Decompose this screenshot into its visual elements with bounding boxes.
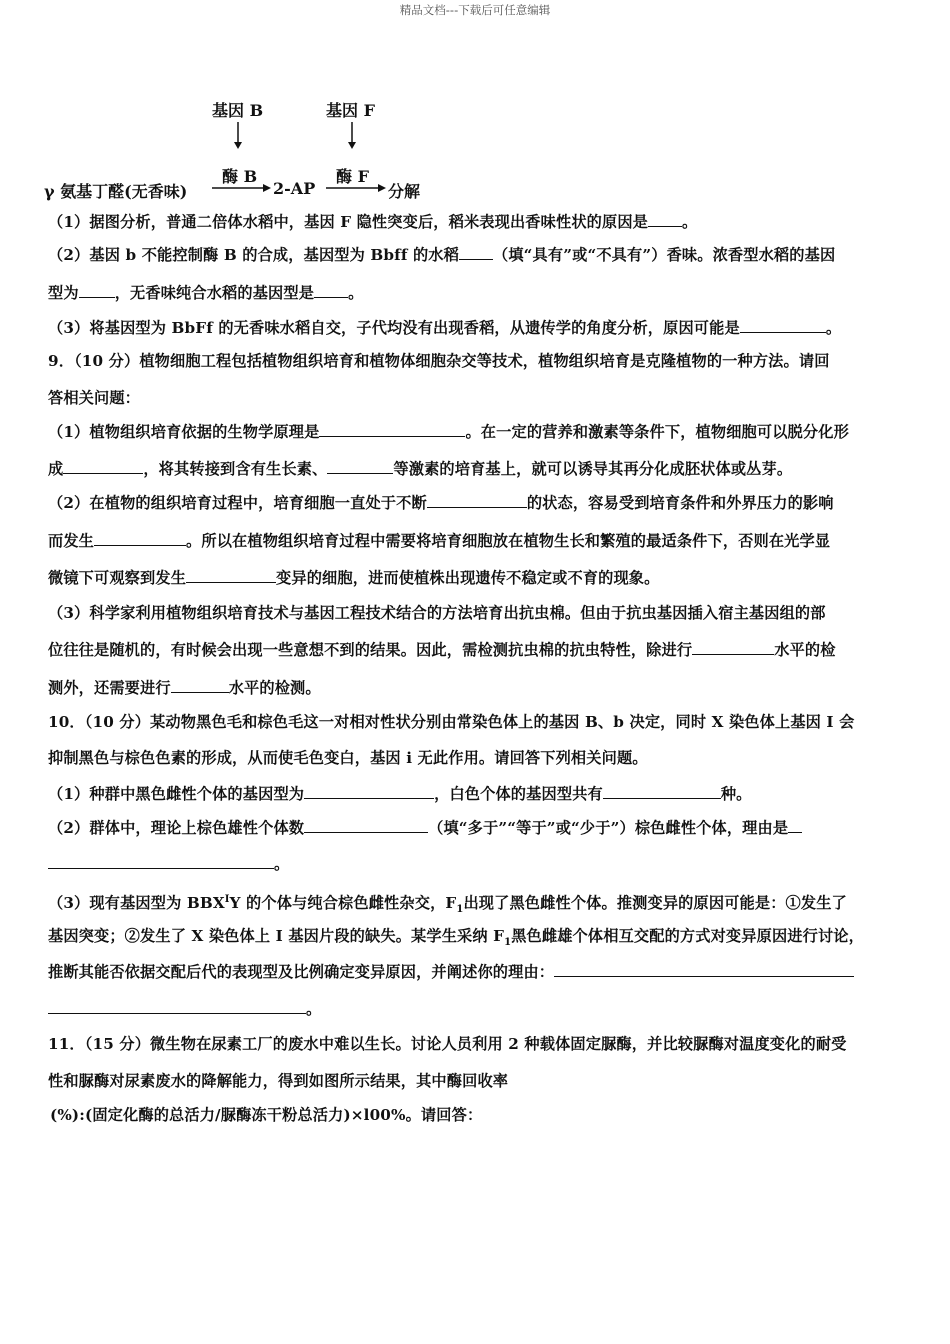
q11-title-line3: (%):(固定化酶的总活力/脲酶冻干粉总活力)×l00%。请回答： xyxy=(50,1106,483,1124)
product-label: 分解 xyxy=(388,182,421,201)
q11-title-line1: 11．（15 分）微生物在尿素工厂的废水中难以生长。讨论人员利用 2 种载体固定脲酶，并比较脲酶对温度变化的耐受 xyxy=(48,1035,847,1053)
q10-part3-line4: 。 xyxy=(48,999,321,1019)
q8-part2-line1: （2）基因 b 不能控制酶 B 的合成，基因型为 Bbff 的水稻 （填“具有”或“不具有”）香味。浓香型水稻的基因 xyxy=(48,246,836,264)
gene-b-arrow-head xyxy=(234,142,242,149)
q9-part3-line1: （3）科学家利用植物组织培育技术与基因工程技术结合的方法培育出抗虫棉。但由于抗虫基因插入宿主基因组的部 xyxy=(48,604,826,622)
q10-part2-line1: （2）群体中，理论上棕色雄性个体数 （填“多于”“等于”或“少于”）棕色雌性个体，理由是 xyxy=(48,818,802,838)
q8-part3: （3）将基因型为 BbFf 的无香味水稻自交，子代均没有出现香稻，从遗传学的角度分析，原因可能是 。 xyxy=(48,319,842,337)
enzyme-b-label: 酶 B xyxy=(222,167,258,186)
enzyme-f-label: 酶 F xyxy=(336,167,369,186)
q9-title-line2: 答相关问题： xyxy=(48,389,141,407)
gene-f-label: 基因 F xyxy=(326,101,375,120)
q9-title-line1: 9．（10 分）植物细胞工程包括植物组织培育和植物体细胞杂交等技术，植物组织培育是克隆植物的一种方法。请回 xyxy=(48,352,830,370)
q8-part1: （1）据图分析，普通二倍体水稻中，基因 F 隐性突变后，稻米表现出香味性状的原因是 。 xyxy=(48,213,698,231)
q10-part2-line2: 。 xyxy=(48,854,289,874)
pathway-diagram xyxy=(40,92,460,202)
q10-title-line2: 抑制黑色与棕色色素的形成，从而使毛色变白，基因 i 无此作用。请回答下列相关问题。 xyxy=(48,749,648,767)
enzyme-f-arrow-head xyxy=(378,184,386,192)
page-header: 精品文档---下载后可任意编辑 xyxy=(399,3,551,17)
enzyme-b-arrow-head xyxy=(263,184,271,192)
q10-part3-line3: 推断其能否依据交配后代的表现型及比例确定变异原因，并阐述你的理由： xyxy=(48,962,854,982)
q9-part1-line2: 成 ，将其转接到含有生长素、 等激素的培育基上，就可以诱导其再分化成胚状体或丛芽。 xyxy=(48,460,793,478)
q9-part2-line2: 而发生 。所以在植物组织培育过程中需要将培育细胞放在植物生长和繁殖的最适条件下，否则在光学显 xyxy=(48,532,831,550)
q8-part2-line2: 型为 ，无香味纯合水稻的基因型是 。 xyxy=(48,284,364,302)
q10-part3-line1: （3）现有基因型为 $BBX^IY$ 的个体与纯合棕色雌性杂交，$F_1$出现了黑色雌性个体。推测变异的原因可能是：①发生了 xyxy=(48,894,847,916)
q9-part3-line2: 位往往是随机的，有时候会出现一些意想不到的结果。因此，需检测抗虫棉的抗虫特性，除进行 水平的检 xyxy=(48,641,836,659)
gene-b-label: 基因 B xyxy=(212,101,264,120)
gene-f-arrow-head xyxy=(348,142,356,149)
q11-title-line2: 性和脲酶对尿素废水的降解能力，得到如图所示结果，其中酶回收率 xyxy=(48,1072,509,1090)
q9-part3-line3: 测外，还需要进行 水平的检测。 xyxy=(48,679,321,697)
q10-part1: （1）种群中黑色雌性个体的基因型为 ，白色个体的基因型共有 种。 xyxy=(48,785,752,803)
q10-title-line1: 10．（10 分）某动物黑色毛和棕色毛这一对相对性状分别由常染色体上的基因 B、b 决定，同时 X 染色体上基因 I 会 xyxy=(48,713,855,731)
substrate-label: γ 氨基丁醛(无香味) xyxy=(44,182,188,201)
q9-part2-line3: 微镜下可观察到发生 变异的细胞，进而使植株出现遗传不稳定或不育的现象。 xyxy=(48,569,660,587)
q9-part2-line1: （2）在植物的组织培育过程中，培育细胞一直处于不断 的状态，容易受到培育条件和外界压力的影响 xyxy=(48,494,834,512)
q10-part3-line2: 基因突变；②发生了 X 染色体上 I 基因片段的缺失。某学生采纳 $F_1$黑色雌雄个体相互交配的方式对变异原因进行讨论， xyxy=(48,927,864,949)
intermediate-label: 2-AP xyxy=(273,179,316,198)
q9-part1-line1: （1）植物组织培育依据的生物学原理是 。在一定的营养和激素等条件下，植物细胞可以脱分化形 xyxy=(48,423,849,441)
